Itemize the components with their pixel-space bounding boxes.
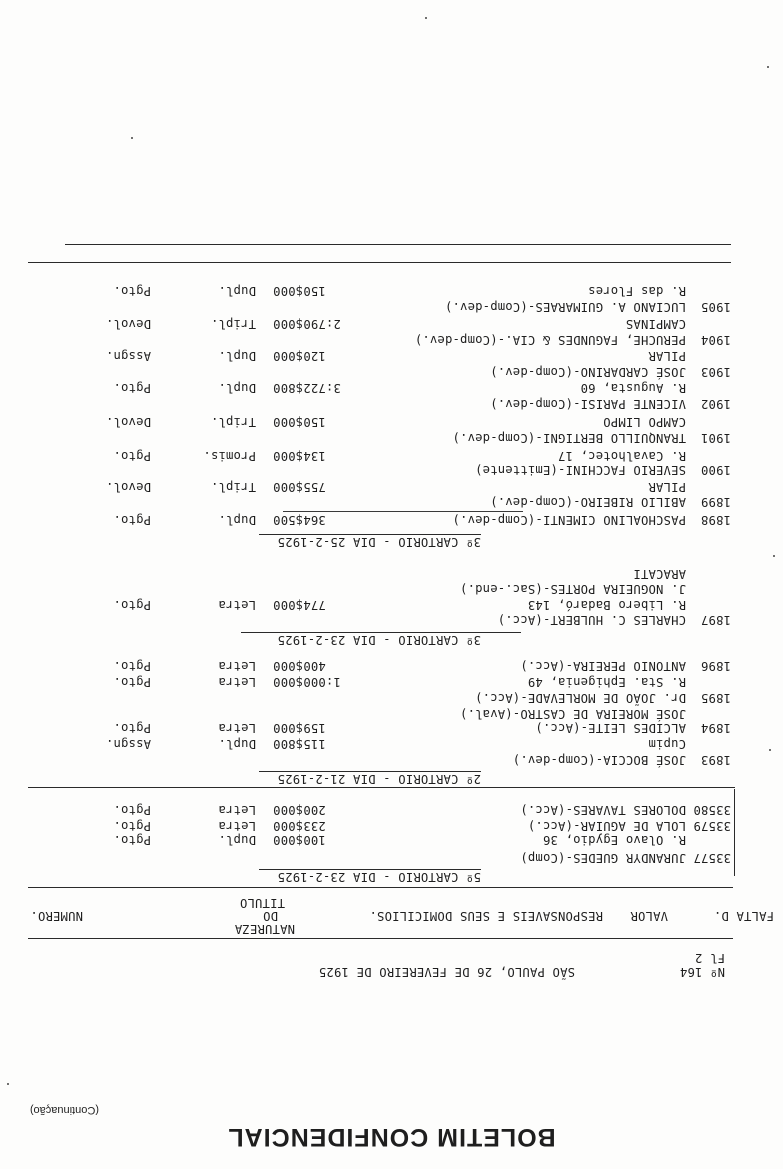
paper-speck: [425, 17, 427, 19]
responsible-cell: TRANQUILLO BERTIGNI-(Comp-dev.): [452, 431, 686, 445]
fault-cell: Pgto.: [113, 598, 151, 612]
value-cell: 150$000: [273, 415, 326, 429]
value-cell: 150$000: [273, 284, 326, 298]
responsible-cell: JOSÉ MOREIRA DE CASTRO-(Aval.): [459, 707, 686, 721]
paper-speck: [131, 137, 133, 139]
fault-cell: Pgto.: [113, 675, 151, 689]
number-cell: 1904: [700, 333, 731, 347]
responsible-cell: R. das Flores: [588, 284, 686, 298]
value-cell: 120$000: [273, 349, 326, 363]
place-date: SÃO PAULO, 26 DE FEVEREIRO DE 1925: [318, 965, 575, 979]
number-cell: 1898: [700, 513, 731, 527]
column-natureza-line3: TITULO: [239, 896, 285, 910]
table-row: [31, 598, 731, 612]
responsible-cell: PILAR: [648, 349, 686, 363]
responsible-cell: ABILIO RIBEIRO-(Comp-dev.): [490, 495, 686, 509]
responsible-cell: J. NOGUEIRA PORTES-(Sac.-end.): [459, 582, 686, 596]
nature-cell: Dupl.: [218, 513, 256, 527]
nature-cell: Dupl.: [218, 349, 256, 363]
number-cell: 1900: [700, 463, 731, 477]
nature-cell: Tripl.: [210, 480, 256, 494]
nature-cell: Letra: [218, 659, 256, 673]
table-row: [31, 415, 731, 429]
value-cell: 233$000: [273, 819, 326, 833]
table-row: [31, 691, 731, 705]
table-row: [31, 803, 731, 817]
section-heading: 3º CARTORIO - DIA 25-2-1925: [277, 535, 481, 549]
responsible-cell: Dr. JOÃO DE MORLEVADE-(Acc.): [474, 691, 686, 705]
table-row: [31, 300, 731, 314]
number-cell: 1905: [700, 300, 731, 314]
nature-cell: Dupl.: [218, 284, 256, 298]
fault-cell: Pgto.: [113, 284, 151, 298]
table-row: [31, 851, 731, 865]
table-row: [31, 449, 731, 463]
table-row: [31, 284, 731, 298]
section-underline: [241, 632, 521, 633]
column-responsaveis: RESPONSAVEIS E SEUS DOMICILIOS.: [369, 909, 603, 923]
issue-number: Nº 164: [679, 965, 725, 979]
number-cell: 33580: [693, 803, 731, 817]
column-bar: [734, 789, 735, 876]
number-cell: 1903: [700, 365, 731, 379]
value-cell: 100$000: [273, 833, 326, 847]
column-valor: VALOR: [630, 909, 668, 923]
responsible-cell: DOLORES TAVARES-(Acc.): [520, 803, 686, 817]
number-cell: 1901: [700, 431, 731, 445]
paper-speck: [773, 555, 775, 557]
responsible-cell: R. Augusta, 60: [580, 381, 686, 395]
table-row: [31, 365, 731, 379]
section-underline: [259, 869, 481, 870]
bulletin-title: BOLETIM CONFIDENCIAL: [227, 1123, 556, 1151]
paper-speck: [767, 66, 769, 68]
responsible-cell: Cupim: [648, 737, 686, 751]
table-row: [31, 721, 731, 735]
section-divider: [28, 787, 735, 788]
fault-cell: Devol.: [105, 415, 151, 429]
fault-cell: Pgto.: [113, 513, 151, 527]
value-cell: 400$000: [273, 659, 326, 673]
nature-cell: Letra: [218, 803, 256, 817]
table-row: [31, 463, 731, 477]
number-cell: 1894: [700, 721, 731, 735]
closing-rule: [65, 244, 731, 245]
fault-cell: Pgto.: [113, 659, 151, 673]
paper-speck: [7, 1083, 9, 1085]
table-row: [31, 495, 731, 509]
sheet-number: Fl 2: [694, 951, 725, 965]
value-cell: 755$000: [273, 480, 326, 494]
responsible-cell: R. Sta. Ephigenia, 49: [527, 675, 686, 689]
number-cell: 1899: [700, 495, 731, 509]
responsible-cell: ARACATI: [633, 567, 686, 581]
responsible-cell: SEVERIO FACCHINI-(Emittente): [474, 463, 686, 477]
header-top-rule: [28, 938, 733, 939]
column-falta: FALTA D.: [713, 909, 774, 923]
section-heading: 2º CARTORIO - DIA 21-2-1925: [277, 772, 481, 786]
responsible-cell: JOSÉ BOCCIA-(Comp-dev.): [512, 753, 686, 767]
column-natureza-line1: NATUREZA: [234, 922, 295, 936]
table-row: [31, 397, 731, 411]
table-row: [31, 675, 731, 689]
table-row: [31, 753, 731, 767]
number-cell: 1893: [700, 753, 731, 767]
number-cell: 1896: [700, 659, 731, 673]
table-row: [31, 349, 731, 363]
fault-cell: Pgto.: [113, 803, 151, 817]
nature-cell: Tripl.: [210, 317, 256, 331]
nature-cell: Dupl.: [218, 833, 256, 847]
column-numero: NUMERO.: [30, 909, 83, 923]
responsible-cell: PILAR: [648, 480, 686, 494]
table-row: [31, 833, 731, 847]
section-underline: [259, 771, 481, 772]
table-row: [31, 333, 731, 347]
section-heading: 5º CARTORIO - DIA 23-2-1925: [277, 870, 481, 884]
responsible-cell: CAMPO LIMPO: [603, 415, 686, 429]
column-natureza-line2: DO: [262, 909, 278, 923]
responsible-cell: ALCIDES LEITE-(Acc.): [535, 721, 686, 735]
continuation-note: (Continuação): [29, 1104, 99, 1116]
table-row: [31, 613, 731, 627]
value-cell: 1:000$000: [273, 675, 341, 689]
fault-cell: Devol.: [105, 317, 151, 331]
number-cell: 33579: [693, 819, 731, 833]
table-row: [31, 431, 731, 445]
value-cell: 364$500: [273, 513, 326, 527]
table-row: [31, 707, 731, 721]
responsible-cell: JURANDYR GUEDES-(Comp): [520, 851, 686, 865]
paper-speck: [769, 749, 771, 751]
nature-cell: Dupl.: [218, 737, 256, 751]
responsible-cell: VICENTE PARISI-(Comp-dev.): [490, 397, 686, 411]
fault-cell: Pgto.: [113, 381, 151, 395]
number-cell: 1902: [700, 397, 731, 411]
value-cell: 200$000: [273, 803, 326, 817]
nature-cell: Letra: [218, 721, 256, 735]
fault-cell: Assgn.: [105, 349, 151, 363]
responsible-cell: R. Libero Badaró, 143: [527, 598, 686, 612]
table-row: [31, 480, 731, 494]
table-row: [31, 737, 731, 751]
nature-cell: Tripl.: [210, 415, 256, 429]
number-cell: 33577: [693, 851, 731, 865]
nature-cell: Letra: [218, 675, 256, 689]
table-row: [31, 381, 731, 395]
section-underline: [259, 534, 481, 535]
number-cell: 1895: [700, 691, 731, 705]
responsible-cell: CHARLES C. HULBERT-(Acc.): [497, 613, 686, 627]
value-cell: 134$000: [273, 449, 326, 463]
header-bottom-rule: [28, 887, 733, 888]
responsible-cell: PASCHOALINO CIMENTI-(Comp-dev.): [452, 513, 686, 527]
value-cell: 159$000: [273, 721, 326, 735]
fault-cell: Devol.: [105, 480, 151, 494]
fault-cell: Pgto.: [113, 449, 151, 463]
responsible-cell: LOLA DE AGUIAR-(Acc.): [527, 819, 686, 833]
responsible-cell: R. Olavo Egydio, 36: [542, 833, 686, 847]
responsible-cell: ANTONIO PEREIRA-(Acc.): [520, 659, 686, 673]
table-row: [31, 513, 731, 527]
nature-cell: Letra: [218, 819, 256, 833]
value-cell: 2:790$000: [273, 317, 341, 331]
responsible-cell: R. Cavalhotec, 17: [557, 449, 686, 463]
table-row: [31, 819, 731, 833]
fault-cell: Assgn.: [105, 737, 151, 751]
responsible-cell: PERUCHE, FAGUNDES & CIA.-(Comp-dev.): [414, 333, 686, 347]
responsible-cell: CAMPINAS: [625, 317, 686, 331]
fault-cell: Pgto.: [113, 819, 151, 833]
value-cell: 774$000: [273, 598, 326, 612]
nature-cell: Promis.: [203, 449, 256, 463]
responsible-cell: JOSÉ CARDARINO-(Comp-dev.): [490, 365, 686, 379]
fault-cell: Pgto.: [113, 833, 151, 847]
fault-cell: Pgto.: [113, 721, 151, 735]
table-row: [31, 659, 731, 673]
closing-rule: [28, 262, 731, 263]
value-cell: 115$800: [273, 737, 326, 751]
row-underline: [283, 511, 523, 512]
table-row: [31, 582, 731, 596]
section-heading: 3º CARTORIO - DIA 23-2-1925: [277, 633, 481, 647]
nature-cell: Letra: [218, 598, 256, 612]
table-row: [31, 317, 731, 331]
number-cell: 1897: [700, 613, 731, 627]
value-cell: 3:722$800: [273, 381, 341, 395]
table-row: [31, 567, 731, 581]
nature-cell: Dupl.: [218, 381, 256, 395]
responsible-cell: LUCIANO A. GUIMARAES-(Comp-dev.): [444, 300, 686, 314]
